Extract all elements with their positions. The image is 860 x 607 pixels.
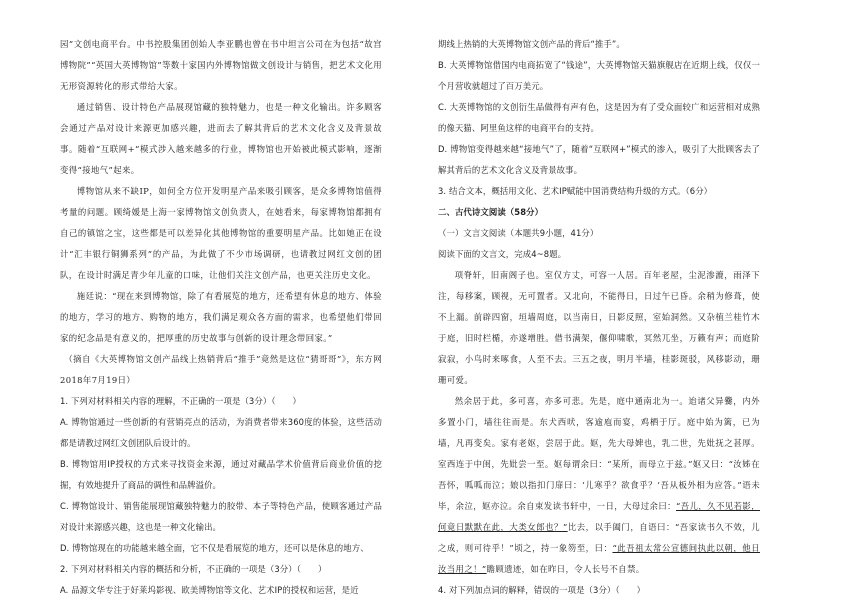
- passage-2-text-c: 瞻顾遗迹，如在昨日，令人长号不自禁。: [486, 564, 645, 574]
- question-1: 1. 下列对材料相关内容的理解，不正确的一项是（3分）（ ）: [60, 396, 302, 406]
- section-subheading: （一）文言文阅读（本题共9小题，41分）: [438, 228, 599, 238]
- source-citation: （摘自《大英博物馆文创产品线上热销背后“推手”竟然是这位“猜哥哥”》，东方网2018年7月19日）: [60, 354, 382, 385]
- question-1-option-c: C. 博物馆设计、销售能展现馆藏独特魅力的胶带、本子等特色产品，使顾客通过产品对设计来源感兴趣，这也是一种文化输出。: [60, 501, 382, 532]
- passage-2-text-a: 然余居于此，多可喜，亦多可悲。先是，庭中通南北为一。迨诸父异爨，内外多置小门，墙往往而是。东犬西吠，客逾庖而宴，鸡栖于厅。庭中始为篱，已为墙，凡再变矣。家有老妪，尝居于此。妪，先大母婢也，乳二世，先妣抚之甚厚。室西连于中闺，先妣尝一至。妪每谓余曰：“某所，而母立于兹。”妪又曰：“汝姊在吾怀，呱呱而泣；娘以指扣门扉曰：‘儿寒乎？欲食乎？’吾从板外相为应答。”语未毕，余泣，妪亦泣。余自束发读书轩中，一日，大母过余曰：: [438, 396, 760, 511]
- question-1-option-a: A. 博物馆通过一些创新的有营销亮点的活动，为消费者带来360度的体验，这些活动都是请教过网红文创团队后设计的。: [60, 417, 382, 448]
- paragraph-cultural-output: 通过销售、设计特色产品展现馆藏的独特魅力，也是一种文化输出。许多顾客会通过产品对设计来源更加感兴趣，进而去了解其背后的艺术文化含义及背景故事。随着“互联网+”模式涉入越来越多的行业，博物馆也开始被此模式影响，逐渐变得“接地气”起来。: [60, 102, 382, 175]
- question-2-option-c: C. 大英博物馆的文创衍生品做得有声有色，这是因为有了受众面较广和运营相对成熟的像天猫、阿里鱼这样的电商平台的支持。: [438, 102, 760, 133]
- right-column: [438, 34, 760, 601]
- section-heading-classical: 二、古代诗文阅读（58分）: [438, 207, 544, 217]
- question-4: 4. 对下列加点词的解释，错误的一项是（3分）（ ）: [438, 585, 646, 595]
- intro-paragraph-tail: 园”文创电商平台。中书控股集团创始人李亚鹏也曾在书中坦言公司在为包括“故宫博物院”“英国大英博物馆”等数十家国内外博物馆做文创设计与销售，把艺术文化用无形资源转化的形式带给大家。: [60, 39, 382, 91]
- classical-passage-1: 项脊轩，旧南阁子也。室仅方丈，可容一人居。百年老屋，尘泥渗漉，雨泽下注，每移案，顾视，无可置者。又北向，不能得日，日过午已昏。余稍为修葺，使不上漏。前辟四窗，垣墙周庭，以当南日，日影反照，室始洞然。又杂植兰桂竹木于庭，旧时栏楯，亦遂增胜。借书满架，偃仰啸歌，冥然兀坐，万籁有声；而庭阶寂寂，小鸟时来啄食，人至不去。三五之夜，明月半墙，桂影斑驳，风移影动，珊珊可爱。: [438, 270, 760, 385]
- question-2-option-a-tail: 期线上热销的大英博物馆文创产品的背后“推手”。: [438, 39, 625, 49]
- paragraph-museum-ip: 博物馆从来不缺IP，如何全方位开发明星产品来吸引顾客，是众多博物馆值得考量的问题。顾绮媛是上海一家博物馆文创负责人，在她看来，每家博物馆都拥有自己的镇馆之宝，这些都是可以差异化其他博物馆的重要明星产品。比如她正在设计“汇丰银行铜狮系列”的产品，为此做了不少市场调研，也请教过网红文创的团队，在设计时满足青少年儿童的口味，让他们关注文创产品，也更关注历史文化。: [60, 186, 382, 280]
- reading-instruction: 阅读下面的文言文，完成4~8题。: [438, 249, 567, 259]
- passage-2-text-b: 比去，以手阖门，自语曰：“吾家读书久不效，儿之成，则可待乎！”顷之，持一象笏至，曰：: [438, 522, 760, 553]
- passage-2-underlined-2: “此吾祖太常公宣德间执此以朝，他日汝当用之！”: [438, 543, 760, 574]
- classical-passage-2: [438, 391, 760, 580]
- passage-2-underlined-1: “吾儿，久不见若影，何竟日默默在此，大类女郎也？”: [438, 501, 760, 532]
- question-2-option-b: B. 大英博物馆借国内电商拓宽了“钱途”，大英博物馆天猫旗舰店在近期上线，仅仅一个月营收就超过了百万美元。: [438, 60, 760, 91]
- left-column: [60, 34, 382, 601]
- question-2-option-d: D. 博物馆变得越来越“接地气”了，随着“互联网+”模式的渗入，吸引了大批顾客去了解其背后的艺术文化含义及背景故事。: [438, 144, 760, 175]
- question-3: 3. 结合文本，概括用文化、艺术IP赋能中国消费结构升级的方式。（6分）: [438, 186, 713, 196]
- paragraph-quote: 施廷说：“现在来到博物馆，除了有看展览的地方，还希望有休息的地方、体验的地方，学习的地方、购物的地方，我们满足观众各方面的需求，也希望他们带回家的纪念品是有意义的，把厚重的历史故事与创新的设计理念带回家。”: [60, 291, 382, 343]
- question-2: 2. 下列对材料相关内容的概括和分析，不正确的一项是（3分）（ ）: [60, 564, 327, 574]
- question-1-option-b: B. 博物馆用IP授权的方式来寻找资金来源，通过对藏品学术价值背后商业价值的挖掘，有效地提升了商品的调性和品牌溢价。: [60, 459, 382, 490]
- question-1-option-d: D. 博物馆现在的功能越来越全面，它不仅是看展览的地方，还可以是休息的地方、: [60, 543, 369, 553]
- question-2-option-a: A. 品源文华专注于好莱坞影视、欧美博物馆等文化、艺术IP的授权和运营，是近: [60, 585, 359, 595]
